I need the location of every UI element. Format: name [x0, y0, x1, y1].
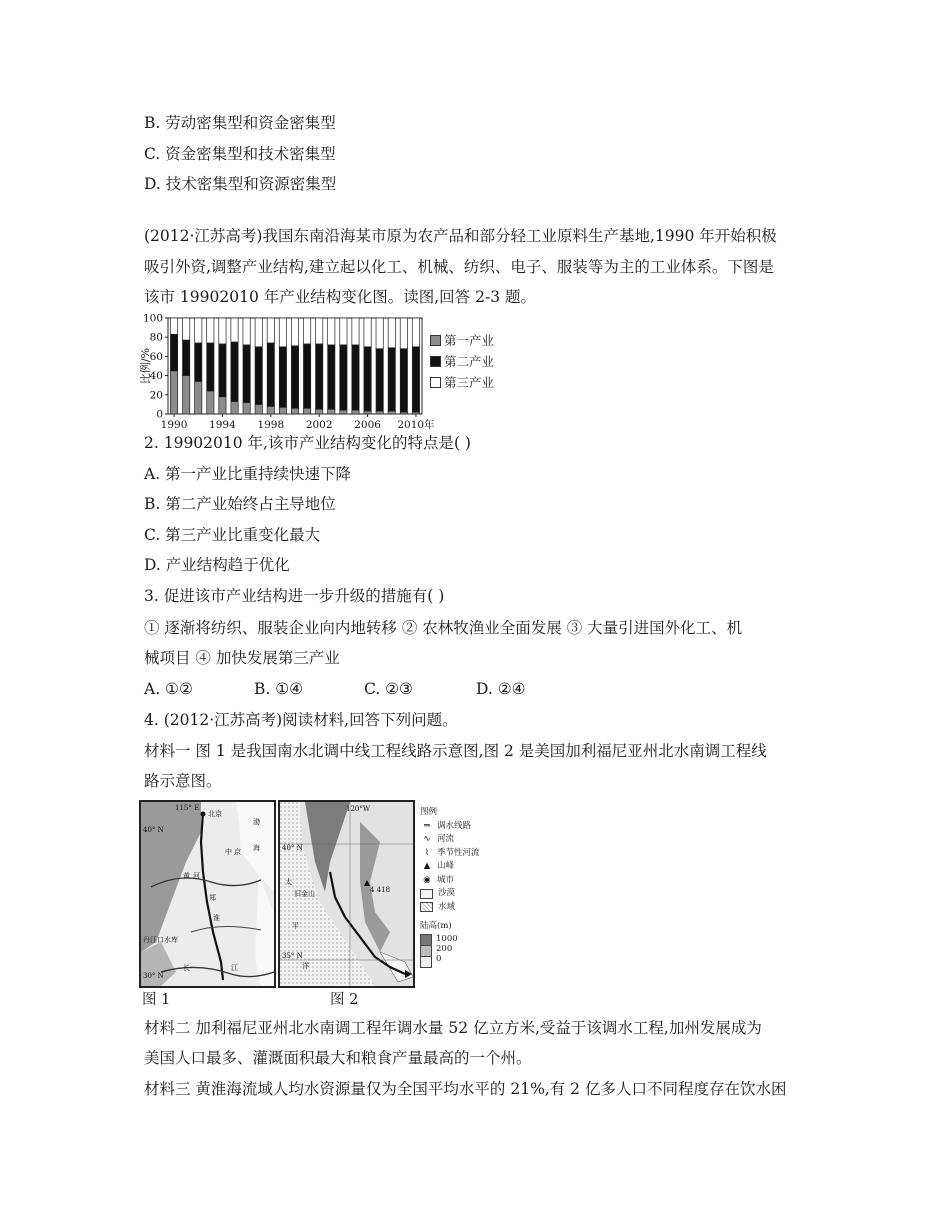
bar-1999-series-2 [279, 318, 286, 347]
fig2-label: 洋 [302, 962, 309, 970]
bar-1991-series-1 [183, 340, 190, 376]
river-icon: ∿ [423, 834, 431, 844]
fig1-label: 40° N [143, 826, 164, 834]
bar-2000-series-1 [291, 346, 298, 408]
figure-1-caption: 图 1 [142, 992, 171, 1008]
bar-1994-series-2 [219, 318, 226, 344]
y-tick-label: 20 [149, 389, 163, 402]
q3-option-d: D. ②④ [476, 680, 526, 698]
bar-1997-series-0 [255, 404, 262, 414]
fig1-label: 30° N [143, 972, 164, 980]
bar-2000-series-0 [291, 408, 298, 414]
q2-stem: 2. 19902010 年,该市产业结构变化的特点是( ) [144, 434, 471, 452]
bar-1997-series-2 [255, 318, 262, 347]
fig1-label: 丹江口水库 [143, 936, 178, 944]
fig1-label: 北京 [208, 810, 222, 818]
seasonal-river-icon: ⌇ [424, 847, 430, 858]
legend-swatch [430, 356, 441, 367]
bar-2010-series-1 [412, 347, 419, 412]
bar-2009-series-2 [400, 318, 407, 349]
y-tick-label: 60 [149, 350, 163, 363]
fig2-label: 40° N [282, 844, 303, 852]
y-tick-label: 80 [149, 331, 163, 344]
bar-1994-series-1 [219, 344, 226, 397]
bar-1999-series-1 [279, 347, 286, 407]
elevation-tick: 200 [436, 943, 453, 954]
bar-1996-series-2 [243, 318, 250, 345]
beijing-marker [201, 812, 206, 817]
material-1-line-1: 材料一 图 1 是我国南水北调中线工程线路示意图,图 2 是美国加利福尼亚州北水南调工程线 [144, 742, 767, 760]
bar-1990-series-0 [170, 371, 177, 414]
legend-item-primary: 第一产业 [430, 330, 494, 351]
bar-2003-series-1 [328, 345, 335, 409]
fig1-label: 中 [225, 848, 232, 856]
bar-2008-series-1 [388, 348, 395, 411]
option-c: C. 资金密集型和技术密集型 [144, 145, 336, 163]
figure-2-caption: 图 2 [330, 992, 359, 1008]
y-tick-label: 40 [149, 370, 163, 383]
x-tick-label: 1998 [257, 419, 285, 431]
bar-2004-series-2 [340, 318, 347, 345]
option-b: B. 劳动密集型和资金密集型 [144, 114, 336, 132]
city-icon: ◉ [423, 874, 431, 885]
fig1-label: 黄 [183, 872, 190, 880]
y-axis-title: 比例/% [140, 347, 152, 385]
y-tick-label: 0 [156, 408, 163, 421]
peak-icon: ▲ [423, 861, 431, 871]
q4-stem: 4. (2012·江苏高考)阅读材料,回答下列问题。 [144, 711, 458, 729]
q3-measures-line-1: ① 逐渐将纺织、服装企业向内地转移 ② 农林牧渔业全面发展 ③ 大量引进国外化工、机 [144, 619, 743, 637]
bar-1998-series-2 [267, 318, 274, 343]
fig2-label: 35° N [282, 952, 303, 960]
fig2-label: 旧金山 [294, 890, 315, 898]
bar-2002-series-1 [316, 344, 323, 409]
elevation-bar [420, 934, 432, 968]
material-2-line-2: 美国人口最多、灌溉面积最大和粮食产量最高的一个州。 [144, 1049, 532, 1067]
fig1-label: 京 [234, 848, 241, 856]
x-tick-label: 1990 [160, 419, 188, 431]
elevation-scale [420, 934, 500, 968]
fig1-label: 海 [253, 844, 260, 852]
material-1-line-2: 路示意图。 [144, 772, 222, 790]
desert-swatch [420, 889, 433, 899]
bar-1995-series-1 [231, 342, 238, 402]
bar-2008-series-2 [388, 318, 395, 348]
bar-1993-series-1 [207, 343, 214, 391]
water-swatch [420, 902, 433, 912]
bar-2007-series-1 [376, 349, 383, 411]
bar-1998-series-0 [267, 406, 274, 414]
fig1-label: 长 [183, 964, 190, 972]
bar-2004-series-0 [340, 410, 347, 414]
intro-line-2: 吸引外资,调整产业结构,建立起以化工、机械、纺织、电子、服装等为主的工业体系。下图是 [144, 258, 774, 276]
figure-1-svg [141, 802, 274, 986]
bar-1990-series-2 [170, 318, 177, 334]
bar-2004-series-1 [340, 345, 347, 410]
q2-option-b: B. 第二产业始终占主导地位 [144, 495, 336, 513]
q3-stem: 3. 促进该市产业结构进一步升级的措施有( ) [144, 587, 445, 605]
legend-route: ⇒ 调水线路 [420, 820, 500, 834]
bar-1996-series-1 [243, 345, 250, 403]
fig2-label: 太 [285, 878, 292, 886]
legend-swatch [430, 377, 441, 388]
bar-2006-series-1 [364, 347, 371, 411]
bar-2006-series-2 [364, 318, 371, 347]
bar-1996-series-0 [243, 402, 250, 414]
bar-1999-series-0 [279, 407, 286, 414]
elevation-title: 陆高(m) [420, 921, 452, 931]
legend-peak: ▲ 山峰 [420, 860, 500, 874]
legend-title: 图例 [420, 807, 438, 817]
bar-2002-series-2 [316, 318, 323, 344]
bar-2008-series-0 [388, 411, 395, 414]
q2-option-d: D. 产业结构趋于优化 [144, 556, 290, 574]
q3-options [144, 679, 526, 699]
bar-2005-series-0 [352, 410, 359, 414]
fig1-label: 郑 [209, 894, 216, 902]
bar-2005-series-1 [352, 345, 359, 410]
fig2-label: 4 418 [370, 886, 391, 894]
y-tick-label: 100 [142, 312, 163, 325]
legend-river: ∿ 河流 [420, 833, 500, 847]
bar-1995-series-2 [231, 318, 238, 342]
bar-2009-series-1 [400, 349, 407, 412]
q2-option-c: C. 第三产业比重变化最大 [144, 526, 321, 544]
bar-1992-series-2 [195, 318, 202, 343]
option-d: D. 技术密集型和资源密集型 [144, 175, 337, 193]
x-tick-label: 1994 [209, 419, 236, 431]
material-3-line-1: 材料三 黄淮海流域人均水资源量仅为全国平均水平的 21%,有 2 亿多人口不同程度存在饮水困 [144, 1080, 787, 1098]
bar-2003-series-2 [328, 318, 335, 345]
route-arrow-icon: ⇒ [423, 820, 431, 831]
x-tick-label: 2002 [305, 419, 333, 431]
q3-measures-line-2: 械项目 ④ 加快发展第三产业 [144, 649, 340, 667]
fig1-label: 渤 [253, 818, 260, 826]
fig1-label: 115° E [175, 804, 200, 812]
material-2-line-1: 材料二 加利福尼亚州北水南调工程年调水量 52 亿立方米,受益于该调水工程,加州发展成为 [144, 1019, 762, 1037]
bar-2000-series-2 [291, 318, 298, 346]
fig1-label: 淮 [213, 914, 220, 922]
bar-1991-series-2 [183, 318, 190, 340]
legend-desert: 沙漠 [420, 887, 500, 901]
fig2-label: 平 [292, 922, 299, 930]
bar-2001-series-1 [303, 344, 310, 408]
q2-option-a: A. 第一产业比重持续快速下降 [144, 465, 352, 483]
fig1-label: 河 [193, 872, 200, 880]
elevation-tick: 0 [436, 953, 442, 964]
q3-option-a: A. ①② [144, 680, 193, 698]
bar-1992-series-0 [195, 381, 202, 414]
legend-water: 水域 [420, 901, 500, 915]
bar-2005-series-2 [352, 318, 359, 345]
bar-2007-series-0 [376, 411, 383, 414]
bar-1993-series-2 [207, 318, 214, 343]
bar-2007-series-2 [376, 318, 383, 349]
legend-seasonal-river: ⌇ 季节性河流 [420, 847, 500, 861]
x-tick-label: 2010年 [397, 419, 435, 431]
bar-1995-series-0 [231, 402, 238, 414]
bar-1997-series-1 [255, 347, 262, 405]
bar-2001-series-2 [303, 318, 310, 344]
map-legend [420, 806, 500, 968]
bar-1993-series-0 [207, 391, 214, 414]
legend-city: ◉ 城市 [420, 874, 500, 888]
fig1-label: 江 [231, 964, 238, 972]
bar-1990-series-1 [170, 334, 177, 370]
bar-2003-series-0 [328, 409, 335, 414]
q3-option-b: B. ①④ [254, 680, 304, 698]
bar-2001-series-0 [303, 408, 310, 414]
legend-item-tertiary: 第三产业 [430, 372, 494, 393]
elevation-tick: 1000 [436, 933, 458, 944]
bar-1991-series-0 [183, 376, 190, 414]
intro-line-3: 该市 19902010 年产业结构变化图。读图,回答 2-3 题。 [144, 288, 536, 306]
bar-1998-series-1 [267, 343, 274, 406]
legend-swatch [430, 335, 441, 346]
q3-option-c: C. ②③ [364, 680, 413, 698]
intro-line-1: (2012·江苏高考)我国东南沿海某市原为农产品和部分轻工业原料生产基地,1990 年开始积极 [144, 227, 777, 245]
x-tick-label: 2006 [354, 419, 381, 431]
legend-item-secondary: 第二产业 [430, 351, 494, 372]
figure-2-svg [280, 802, 413, 986]
figure-1-map [139, 800, 276, 988]
fig2-label: 120°W [346, 805, 371, 813]
bar-2002-series-0 [316, 409, 323, 414]
bar-2010-series-2 [412, 318, 419, 347]
bar-2006-series-0 [364, 411, 371, 414]
chart-svg [140, 312, 440, 434]
chart-legend [430, 330, 494, 393]
bar-1994-series-0 [219, 397, 226, 414]
figure-2-map [278, 800, 415, 988]
bar-1992-series-1 [195, 343, 202, 381]
